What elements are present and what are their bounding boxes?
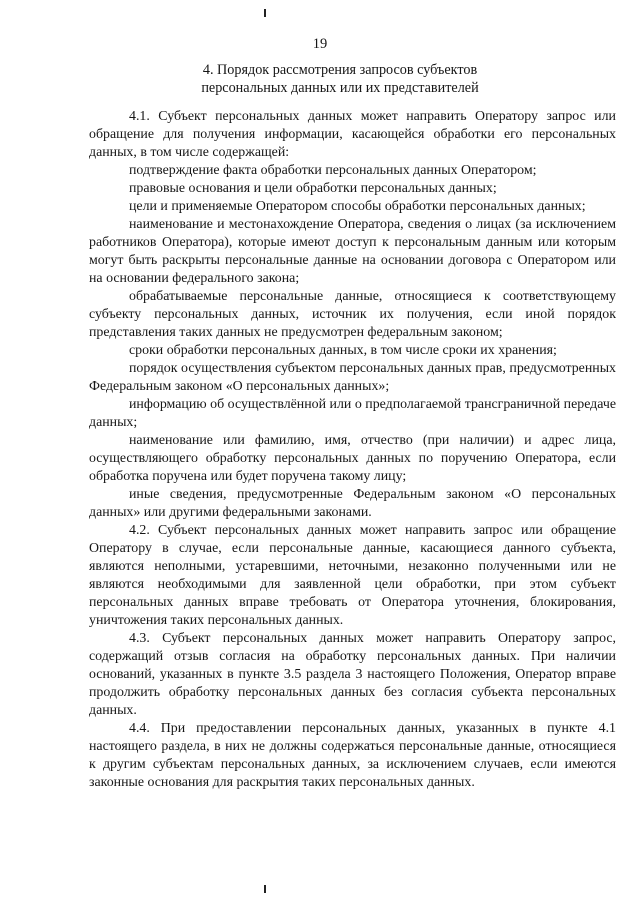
list-item: наименование или фамилию, имя, отчество (при наличии) и адрес лица, осуществляющего обработку персональных данных по поручению Оператора, если обработка поручена или будет поручена такому лицу; bbox=[89, 433, 616, 484]
section-title bbox=[150, 61, 530, 97]
paragraph-4-2: 4.2. Субъект персональных данных может направить запрос или обращение Оператору в случае, если персональные данные, касающиеся данного субъекта, являются неполными, устаревшими, неточными, незаконно полученными или не являются необходимыми для заявленной цели обработки, при этом субъект персональных данных вправе требовать от Оператора уточнения, блокирования, уничтожения таких персональных данных. bbox=[89, 523, 616, 628]
paragraph-4-4: 4.4. При предоставлении персональных данных, указанных в пункте 4.1 настоящего раздела, в них не должны содержаться персональные данные, относящиеся к другим субъектам персональных данных, за исключением случаев, если имеются законные основания для раскрытия таких персональных данных. bbox=[89, 721, 616, 790]
scan-mark-bottom bbox=[264, 885, 266, 893]
list-item: информацию об осуществлённой или о предполагаемой трансграничной передаче данных; bbox=[89, 397, 616, 430]
list-item: иные сведения, предусмотренные Федеральным законом «О персональных данных» или другими федеральными законами. bbox=[89, 487, 616, 520]
list-item: наименование и местонахождение Оператора, сведения о лицах (за исключением работников Оператора), которые имеют доступ к персональным данным или которым могут быть раскрыты персональные данные на основании договора с Оператором или на основании федерального закона; bbox=[89, 217, 616, 286]
list-item: порядок осуществления субъектом персональных данных прав, предусмотренных Федеральным законом «О персональных данных»; bbox=[89, 361, 616, 394]
paragraph-4-1: 4.1. Субъект персональных данных может направить Оператору запрос или обращение для получения информации, касающейся обработки его персональных данных, в том числе содержащей: bbox=[89, 109, 616, 160]
list-item: цели и применяемые Оператором способы обработки персональных данных; bbox=[129, 199, 586, 214]
section-title-line-2: персональных данных или их представителей bbox=[201, 80, 479, 96]
body-text bbox=[89, 108, 616, 792]
scan-mark-top bbox=[264, 9, 266, 17]
list-item: правовые основания и цели обработки персональных данных; bbox=[129, 181, 497, 196]
list-item: подтверждение факта обработки персональных данных Оператором; bbox=[129, 163, 537, 178]
section-title-line-1: 4. Порядок рассмотрения запросов субъектов bbox=[202, 62, 478, 78]
list-item: обрабатываемые персональные данные, относящиеся к соответствующему субъекту персональных данных, источник их получения, если иной порядок представления таких данных не предусмотрен федеральным законом; bbox=[89, 289, 616, 340]
list-item: сроки обработки персональных данных, в том числе сроки их хранения; bbox=[129, 343, 557, 358]
paragraph-4-3: 4.3. Субъект персональных данных может направить Оператору запрос, содержащий отзыв согласия на обработку персональных данных. При наличии оснований, указанных в пункте 3.5 раздела 3 настоящего Положения, Оператор вправе продолжить обработку персональных данных без согласия субъекта персональных данных. bbox=[89, 631, 616, 718]
page-number: 19 bbox=[312, 36, 328, 52]
